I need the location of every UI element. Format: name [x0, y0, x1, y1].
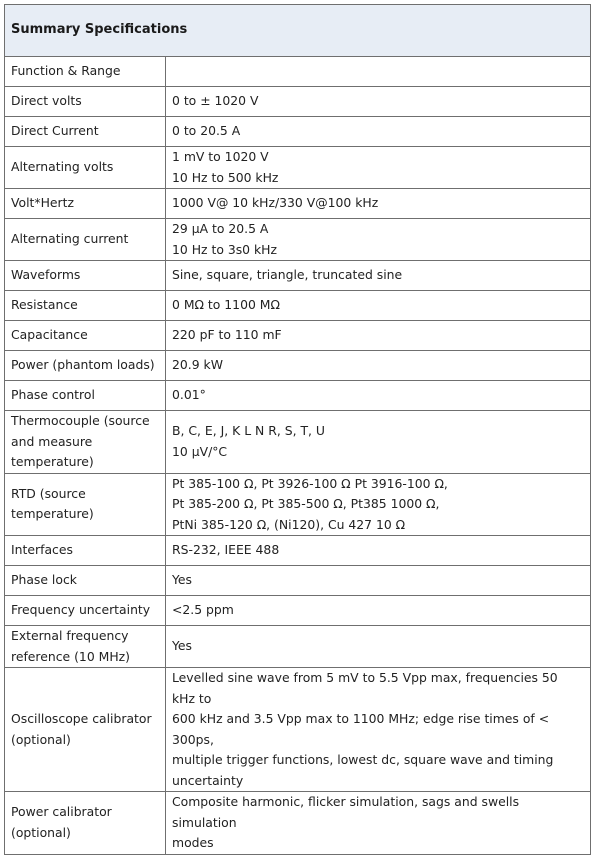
spec-value-cell [166, 117, 591, 147]
spec-value: 1 mV to 1020 V [172, 149, 269, 164]
spec-value: modes [172, 835, 214, 850]
spec-value-cell [166, 473, 591, 536]
spec-value: 0 to 20.5 A [172, 123, 241, 139]
spec-value-cell [166, 87, 591, 117]
spec-label-cell [5, 261, 166, 291]
spec-value-cell [166, 261, 591, 291]
spec-value-cell [166, 291, 591, 321]
spec-label-cell [5, 189, 166, 219]
spec-label-cell [5, 668, 166, 792]
spec-value-cell [166, 566, 591, 596]
table-row [5, 536, 591, 566]
spec-value: 0 MΩ to 1100 MΩ [172, 297, 280, 313]
spec-label: Oscilloscope calibrator [11, 711, 152, 726]
spec-value: RS-232, IEEE 488 [172, 542, 280, 558]
spec-value: uncertainty [172, 772, 244, 788]
table-row [5, 626, 591, 668]
spec-value-cell [166, 189, 591, 219]
spec-value-cell [166, 596, 591, 626]
spec-value: 10 Hz to 3s0 kHz [172, 241, 277, 257]
spec-value-cell [166, 411, 591, 474]
spec-value-cell [166, 57, 591, 87]
spec-label-cell [5, 596, 166, 626]
table-row [5, 117, 591, 147]
specifications-table [4, 4, 591, 855]
table-row [5, 321, 591, 351]
spec-label: Interfaces [11, 542, 73, 558]
table-row [5, 219, 591, 261]
table-header-row [5, 5, 591, 57]
table-row [5, 668, 591, 792]
spec-label: External frequency [11, 628, 129, 643]
spec-label-cell [5, 792, 166, 855]
spec-value: Levelled sine wave from 5 mV to 5.5 Vpp max, frequencies 50 kHz to [172, 670, 558, 706]
table-row [5, 792, 591, 855]
spec-label: Thermocouple (source [11, 413, 150, 428]
spec-label: and measure [11, 433, 93, 449]
spec-label: reference (10 MHz) [11, 648, 130, 664]
spec-label: Power calibrator [11, 804, 112, 820]
spec-label: Alternating current [11, 231, 129, 247]
spec-label: temperature) [11, 506, 94, 522]
spec-value: 220 pF to 110 mF [172, 327, 282, 343]
spec-value-cell [166, 351, 591, 381]
spec-value-cell [166, 147, 591, 189]
spec-label: Volt*Hertz [11, 195, 74, 211]
spec-label-cell [5, 626, 166, 668]
spec-label-cell [5, 291, 166, 321]
table-row [5, 411, 591, 474]
spec-label: Frequency uncertainty [11, 602, 151, 618]
spec-label-cell [5, 57, 166, 87]
table-row [5, 189, 591, 219]
table-row [5, 261, 591, 291]
spec-label: Phase lock [11, 572, 77, 588]
table-row [5, 596, 591, 626]
spec-label-cell [5, 351, 166, 381]
spec-label: temperature) [11, 454, 94, 469]
spec-label: Waveforms [11, 267, 81, 283]
spec-value: 1000 V@ 10 kHz/330 V@100 kHz [172, 195, 379, 211]
spec-label: Direct Current [11, 123, 99, 139]
spec-label-cell [5, 473, 166, 536]
spec-label: Resistance [11, 297, 78, 313]
spec-value: PtNi 385-120 Ω, (Ni120), Cu 427 10 Ω [172, 516, 406, 532]
spec-value: Pt 385-100 Ω, Pt 3926-100 Ω Pt 3916-100 Ω, [172, 475, 448, 491]
spec-label-cell [5, 87, 166, 117]
spec-label: Power (phantom loads) [11, 357, 155, 373]
spec-label: RTD (source [11, 485, 86, 501]
spec-label: Phase control [11, 387, 95, 403]
table-row [5, 566, 591, 596]
spec-label: Capacitance [11, 327, 88, 343]
spec-value: 10 Hz to 500 kHz [172, 169, 279, 185]
spec-label-cell [5, 536, 166, 566]
spec-label: (optional) [11, 731, 71, 747]
spec-value: Composite harmonic, flicker simulation, sags and swells simulation [172, 794, 520, 830]
spec-value-cell [166, 219, 591, 261]
spec-value: 0 to ± 1020 V [172, 93, 259, 109]
spec-label: (optional) [11, 824, 71, 840]
spec-label-cell [5, 411, 166, 474]
table-title: Summary Specifications [5, 5, 591, 57]
spec-value: Pt 385-200 Ω, Pt 385-500 Ω, Pt385 1000 Ω, [172, 496, 440, 511]
spec-label-cell [5, 381, 166, 411]
spec-value: 600 kHz and 3.5 Vpp max to 1100 MHz; edge rise times of < 300ps, [172, 711, 550, 747]
spec-label-cell [5, 566, 166, 596]
spec-value: 29 µA to 20.5 A [172, 221, 269, 236]
spec-value: Yes [172, 638, 193, 654]
table-row [5, 87, 591, 117]
spec-label: Direct volts [11, 93, 82, 109]
spec-label-cell [5, 117, 166, 147]
spec-value-cell [166, 668, 591, 792]
spec-value: 10 µV/°C [172, 443, 228, 459]
spec-value-cell [166, 626, 591, 668]
spec-value: 0.01° [172, 387, 206, 403]
table-row [5, 147, 591, 189]
table-row [5, 473, 591, 536]
spec-value-cell [166, 321, 591, 351]
spec-value: multiple trigger functions, lowest dc, square wave and timing [172, 752, 554, 767]
spec-label-cell [5, 321, 166, 351]
spec-label-cell [5, 147, 166, 189]
spec-value: 20.9 kW [172, 357, 223, 373]
spec-label: Alternating volts [11, 159, 114, 175]
spec-value: Sine, square, triangle, truncated sine [172, 267, 403, 283]
spec-value-cell [166, 381, 591, 411]
spec-value: B, C, E, J, K L N R, S, T, U [172, 423, 326, 439]
spec-value-cell [166, 792, 591, 855]
table-body [5, 57, 591, 855]
table-row [5, 381, 591, 411]
spec-value: <2.5 ppm [172, 602, 234, 618]
spec-label-cell [5, 219, 166, 261]
table-row [5, 291, 591, 321]
spec-label: Function & Range [11, 63, 121, 79]
table-row [5, 57, 591, 87]
table-row [5, 351, 591, 381]
spec-value-cell [166, 536, 591, 566]
spec-value: Yes [172, 572, 193, 588]
